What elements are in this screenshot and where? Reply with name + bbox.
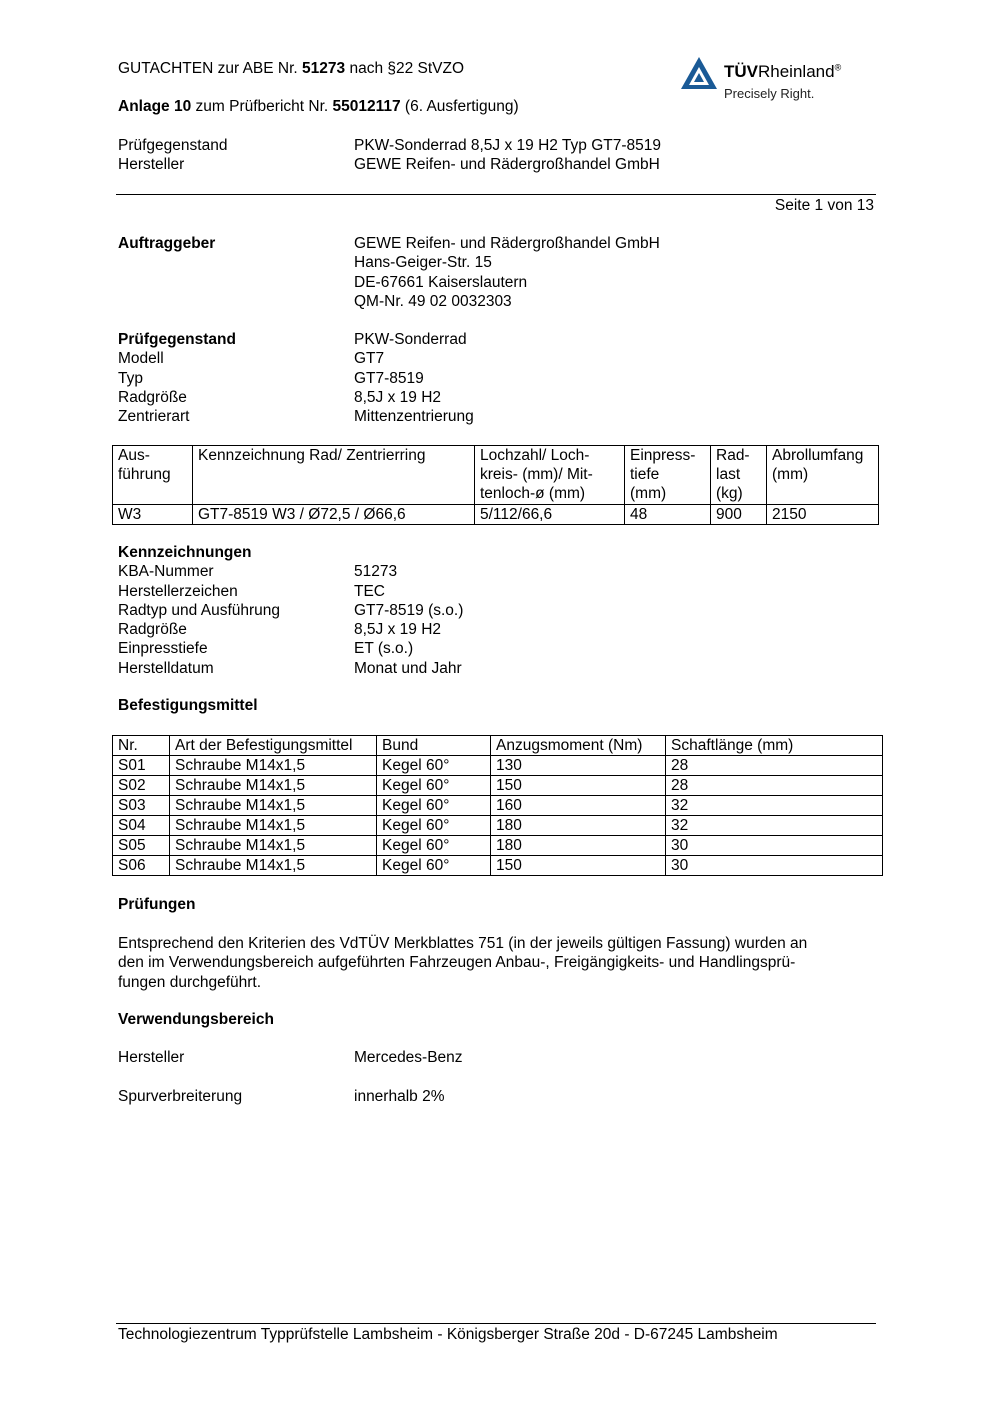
annex-line xyxy=(118,97,519,116)
logo-registered: ® xyxy=(834,62,842,73)
pruefgegenstand-row xyxy=(118,407,878,426)
paragraph-line: fungen durchgeführt. xyxy=(118,973,262,991)
fastener-table-header xyxy=(113,736,883,756)
wheel-table xyxy=(112,445,879,525)
auftraggeber-row xyxy=(118,234,878,253)
logo-brand-bold: TÜV xyxy=(724,62,758,81)
header-abrollumfang: Abrollumfang (mm) xyxy=(767,446,879,505)
auftraggeber-row xyxy=(118,292,878,311)
pruefgegenstand-section xyxy=(118,330,878,426)
pruefgegenstand-type: PKW-Sonderrad xyxy=(354,331,467,348)
verwendung-spur xyxy=(118,1087,878,1106)
spur-label: Spurverbreiterung xyxy=(118,1088,243,1105)
title-text: GUTACHTEN zur ABE Nr. xyxy=(118,60,303,77)
modell-label: Modell xyxy=(118,350,164,368)
verwendung-hersteller-label: Hersteller xyxy=(118,1049,185,1066)
header-schaftlaenge: Schaftlänge (mm) xyxy=(666,736,883,756)
header-ausfuehrung: Aus- führung xyxy=(113,446,193,505)
header-divider xyxy=(116,194,876,195)
auftraggeber-section xyxy=(118,234,878,311)
header-anzugsmoment: Anzugsmoment (Nm) xyxy=(491,736,666,756)
auftraggeber-street: Hans-Geiger-Str. 15 xyxy=(354,254,492,272)
typ-label: Typ xyxy=(118,369,143,387)
header-hersteller-row xyxy=(118,155,878,174)
auftraggeber-row xyxy=(118,273,878,292)
pruefgegenstand-row xyxy=(118,349,878,368)
table-row: S06 Schraube M14x1,5 Kegel 60° 150 30 xyxy=(113,856,883,876)
pruefungen-paragraph xyxy=(118,934,878,992)
wheel-table-header xyxy=(113,446,879,505)
hersteller-value: GEWE Reifen- und Rädergroßhandel GmbH xyxy=(354,156,660,174)
list-item: Herstellerzeichen TEC xyxy=(118,582,385,600)
cell-radlast: 900 xyxy=(711,505,767,525)
radgroesse-label: Radgröße xyxy=(118,388,187,406)
report-title xyxy=(118,59,464,78)
table-row: S05 Schraube M14x1,5 Kegel 60° 180 30 xyxy=(113,836,883,856)
logo-wordmark xyxy=(724,62,841,82)
auftraggeber-qm-number: QM-Nr. 49 02 0032303 xyxy=(354,292,512,310)
list-item: Radgröße 8,5J x 19 H2 xyxy=(118,621,442,639)
header-nr: Nr. xyxy=(113,736,170,756)
table-row: S02 Schraube M14x1,5 Kegel 60° 150 28 xyxy=(113,776,883,796)
copy-note: (6. Ausfertigung) xyxy=(400,98,519,115)
header-art: Art der Befestigungsmittel xyxy=(170,736,377,756)
annex-text: zum Prüfbericht Nr. xyxy=(191,98,333,115)
footer-address: Technologiezentrum Typprüfstelle Lambsheim - Königsberger Straße 20d - D-67245 Lambsheim xyxy=(118,1326,778,1343)
list-item: Einpresstiefe ET (s.o.) xyxy=(118,640,414,658)
cell-lochzahl: 5/112/66,6 xyxy=(475,505,625,525)
tuv-triangle-logo-icon xyxy=(680,56,718,90)
auftraggeber-label: Auftraggeber xyxy=(118,235,216,252)
auftraggeber-name: GEWE Reifen- und Rädergroßhandel GmbH xyxy=(354,235,660,252)
table-row: S03 Schraube M14x1,5 Kegel 60° 160 32 xyxy=(113,796,883,816)
zentrierart-value: Mittenzentrierung xyxy=(354,408,474,426)
fastener-table xyxy=(112,735,883,876)
cell-kennzeichnung: GT7-8519 W3 / Ø72,5 / Ø66,6 xyxy=(193,505,475,525)
page-number: Seite 1 von 13 xyxy=(774,197,874,214)
modell-value: GT7 xyxy=(354,350,385,368)
header-lochzahl: Lochzahl/ Loch- kreis- (mm)/ Mit- tenloch-ø (mm) xyxy=(475,446,625,505)
logo-tagline: Precisely Right. xyxy=(724,86,815,101)
report-number: 55012117 xyxy=(332,98,401,115)
paragraph-line: Entsprechend den Kriterien des VdTÜV Merkblattes 751 (in der jeweils gültigen Fassung) wurden an xyxy=(118,935,808,952)
typ-value: GT7-8519 xyxy=(354,369,424,387)
pruefgegenstand-row xyxy=(118,388,878,407)
pruefgegenstand-row xyxy=(118,369,878,388)
cell-einpresstiefe: 48 xyxy=(625,505,711,525)
footer-divider xyxy=(116,1323,876,1324)
header-kennzeichnung: Kennzeichnung Rad/ Zentrierring xyxy=(193,446,475,505)
verwendung-hersteller-value: Mercedes-Benz xyxy=(354,1049,463,1066)
spur-value: innerhalb 2% xyxy=(354,1088,445,1105)
pruefgegenstand-row xyxy=(118,330,878,349)
befestigung-heading: Befestigungsmittel xyxy=(118,697,258,714)
header-einpresstiefe: Einpress- tiefe (mm) xyxy=(625,446,711,505)
auftraggeber-row xyxy=(118,253,878,272)
verwendung-hersteller xyxy=(118,1048,878,1067)
header-radlast: Rad- last (kg) xyxy=(711,446,767,505)
paragraph-line: den im Verwendungsbereich aufgeführten Fahrzeugen Anbau-, Freigängigkeits- und Handlingsprü- xyxy=(118,954,796,972)
annex-label: Anlage 10 xyxy=(118,98,192,115)
cell-ausfuehrung: W3 xyxy=(113,505,193,525)
list-item: KBA-Nummer 51273 xyxy=(118,563,398,581)
pruefgegenstand-value: PKW-Sonderrad 8,5J x 19 H2 Typ GT7-8519 xyxy=(354,137,662,154)
table-row: S01 Schraube M14x1,5 Kegel 60° 130 28 xyxy=(113,756,883,776)
pruefgegenstand-label: Prüfgegenstand xyxy=(118,137,228,154)
cell-abrollumfang: 2150 xyxy=(767,505,879,525)
pruefgegenstand-heading: Prüfgegenstand xyxy=(118,331,236,348)
pruefungen-heading: Prüfungen xyxy=(118,896,196,913)
kennzeichnungen-section xyxy=(118,543,878,678)
kennzeichnungen-heading: Kennzeichnungen xyxy=(118,544,252,561)
verwendung-heading: Verwendungsbereich xyxy=(118,1011,274,1028)
table-row xyxy=(113,505,879,525)
radgroesse-value: 8,5J x 19 H2 xyxy=(354,388,442,406)
hersteller-label: Hersteller xyxy=(118,156,185,174)
tuv-logo xyxy=(680,56,870,106)
auftraggeber-city: DE-67661 Kaiserslautern xyxy=(354,273,528,291)
header-pruefgegenstand-row xyxy=(118,136,878,155)
list-item: Radtyp und Ausführung GT7-8519 (s.o.) xyxy=(118,601,464,619)
abe-number: 51273 xyxy=(302,60,346,77)
logo-brand-rest: Rheinland xyxy=(758,62,835,81)
title-suffix: nach §22 StVZO xyxy=(345,60,465,77)
header-info xyxy=(118,136,878,175)
table-row: S04 Schraube M14x1,5 Kegel 60° 180 32 xyxy=(113,816,883,836)
zentrierart-label: Zentrierart xyxy=(118,408,190,426)
header-bund: Bund xyxy=(377,736,491,756)
list-item: Herstelldatum Monat und Jahr xyxy=(118,659,462,677)
